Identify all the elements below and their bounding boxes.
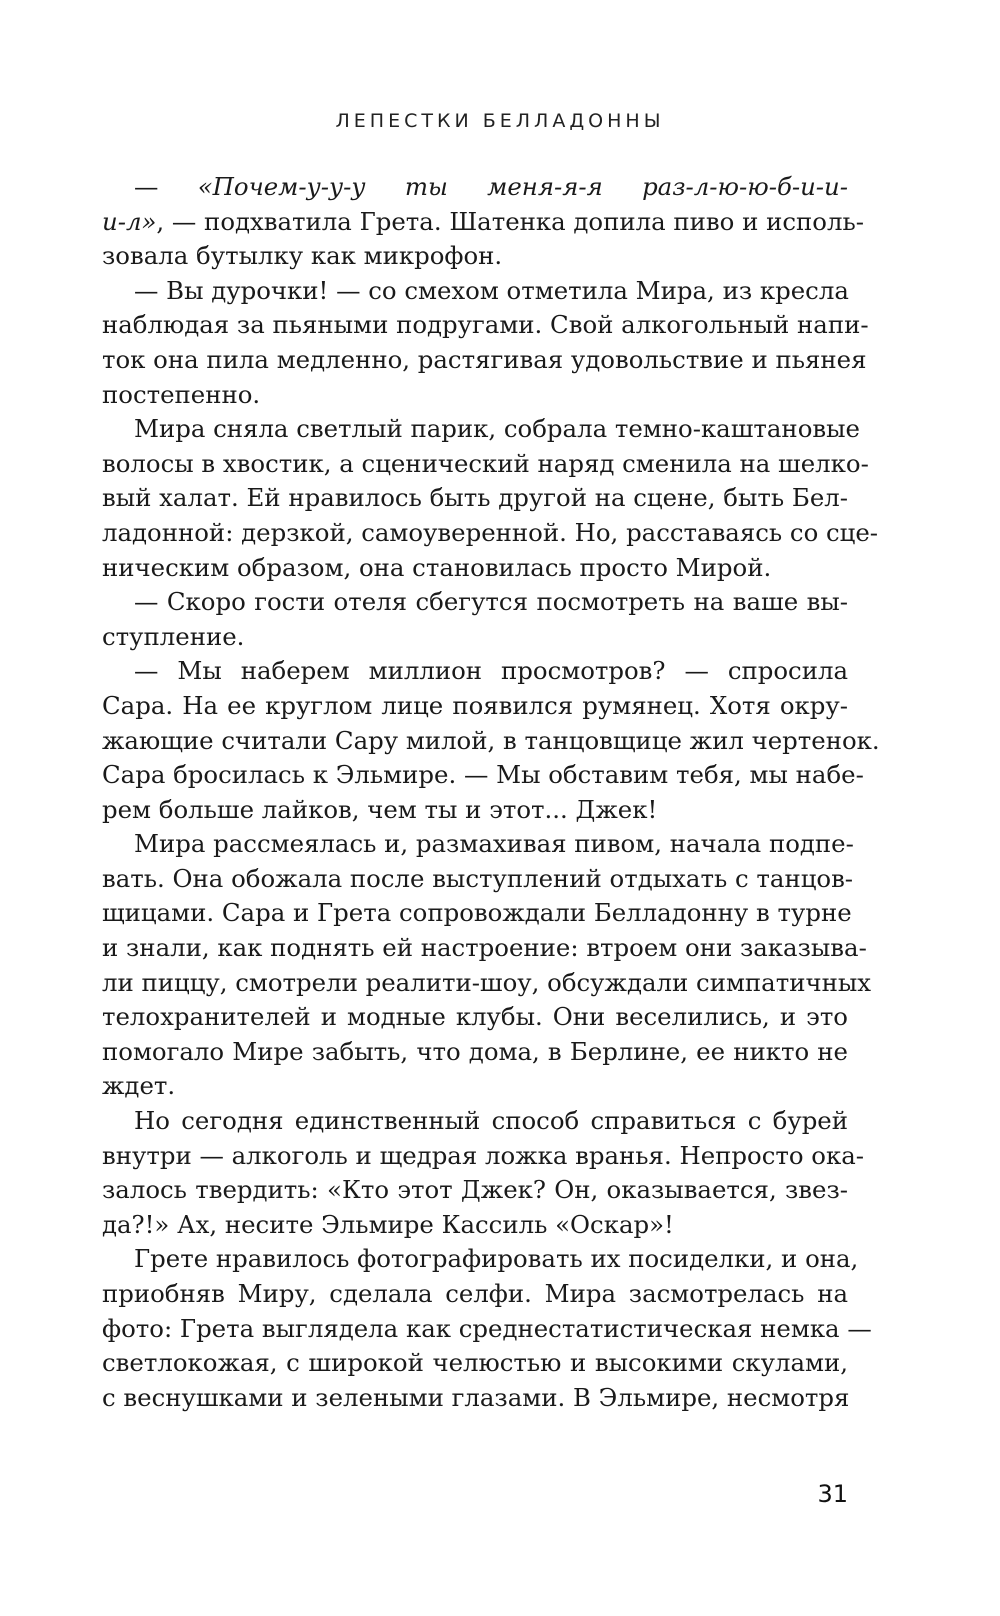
text-line: зовала бутылку как микрофон. (102, 241, 503, 271)
text-line: — «Почем-у-у-у ты меня-я-я раз-л-ю-ю-б-и-и- (134, 172, 848, 201)
text-line: Но сегодня единственный способ справиться с бурей (134, 1106, 848, 1136)
text-line: Сара бросилась к Эльмире. — Мы обставим тебя, мы набе- (102, 760, 864, 790)
text-line: ждет. (102, 1071, 176, 1101)
body-text (102, 170, 880, 1415)
text-line: телохранителей и модные клубы. Они веселились, и это (102, 1002, 848, 1032)
text-line: светлокожая, с широкой челюстью и высокими скулами, (102, 1348, 848, 1378)
text-line: вый халат. Ей нравилось быть другой на сцене, быть Бел- (102, 483, 848, 513)
text-line: ладонной: дерзкой, самоуверенной. Но, расставаясь со сце- (102, 517, 879, 547)
text-line: и знали, как поднять ей настроение: втроем они заказыва- (102, 933, 867, 963)
text-line: залось твердить: «Кто этот Джек? Он, оказывается, звез- (102, 1175, 848, 1205)
text-line: вать. Она обожала после выступлений отдыхать с танцов- (102, 863, 854, 893)
text-line: фото: Грета выглядела как среднестатистическая немка — (102, 1313, 872, 1343)
text-line: ток она пила медленно, растягивая удовольствие и пьянея (102, 344, 867, 374)
text-line: ступление. (102, 621, 245, 651)
text-line: — Вы дурочки! — со смехом отметила Мира, из кресла (134, 275, 849, 305)
text-line: помогало Мире забыть, что дома, в Берлине, ее никто не (102, 1036, 848, 1066)
text-line: Мира рассмеялась и, размахивая пивом, начала подпе- (134, 829, 854, 859)
text-line: Мира сняла светлый парик, собрала темно-каштановые (134, 414, 860, 444)
text-line: с веснушками и зелеными глазами. В Эльмире, несмотря (102, 1382, 850, 1412)
text-line: рем больше лайков, чем ты и этот... Джек! (102, 794, 658, 824)
text-line: и-л», — подхватила Грета. Шатенка допила пиво и исполь- (102, 206, 864, 236)
text-line: Грете нравилось фотографировать их посиделки, и она, (134, 1244, 859, 1274)
text-line: жающие считали Сару милой, в танцовщице жил чертенок. (102, 725, 880, 755)
running-head-title: ЛЕПЕСТКИ БЕЛЛАДОННЫ (335, 110, 665, 132)
text-line: да?!» Ах, несите Эльмире Кассиль «Оскар»! (102, 1209, 674, 1239)
text-line: наблюдая за пьяными подругами. Свой алкогольный напи- (102, 310, 869, 340)
text-line: волосы в хвостик, а сценический наряд сменила на шелко- (102, 448, 869, 478)
text-line: — Скоро гости отеля сбегутся посмотреть на ваше вы- (134, 587, 848, 617)
text-line: ли пиццу, смотрели реалити-шоу, обсуждали симпатичных (102, 967, 872, 997)
text-line: постепенно. (102, 379, 261, 409)
text-line: внутри — алкоголь и щедрая ложка вранья. Непросто ока- (102, 1140, 865, 1170)
text-line: — Мы наберем миллион просмотров? — спросила (134, 656, 848, 686)
text-line: ническим образом, она становилась просто Мирой. (102, 552, 772, 582)
text-line: Сара. На ее круглом лице появился румянец. Хотя окру- (102, 690, 848, 720)
text-line: щицами. Сара и Грета сопровождали Белладонну в турне (102, 898, 852, 928)
page-number: 31 (817, 1480, 848, 1508)
text-line: приобняв Миру, сделала селфи. Мира засмотрелась на (102, 1279, 848, 1308)
